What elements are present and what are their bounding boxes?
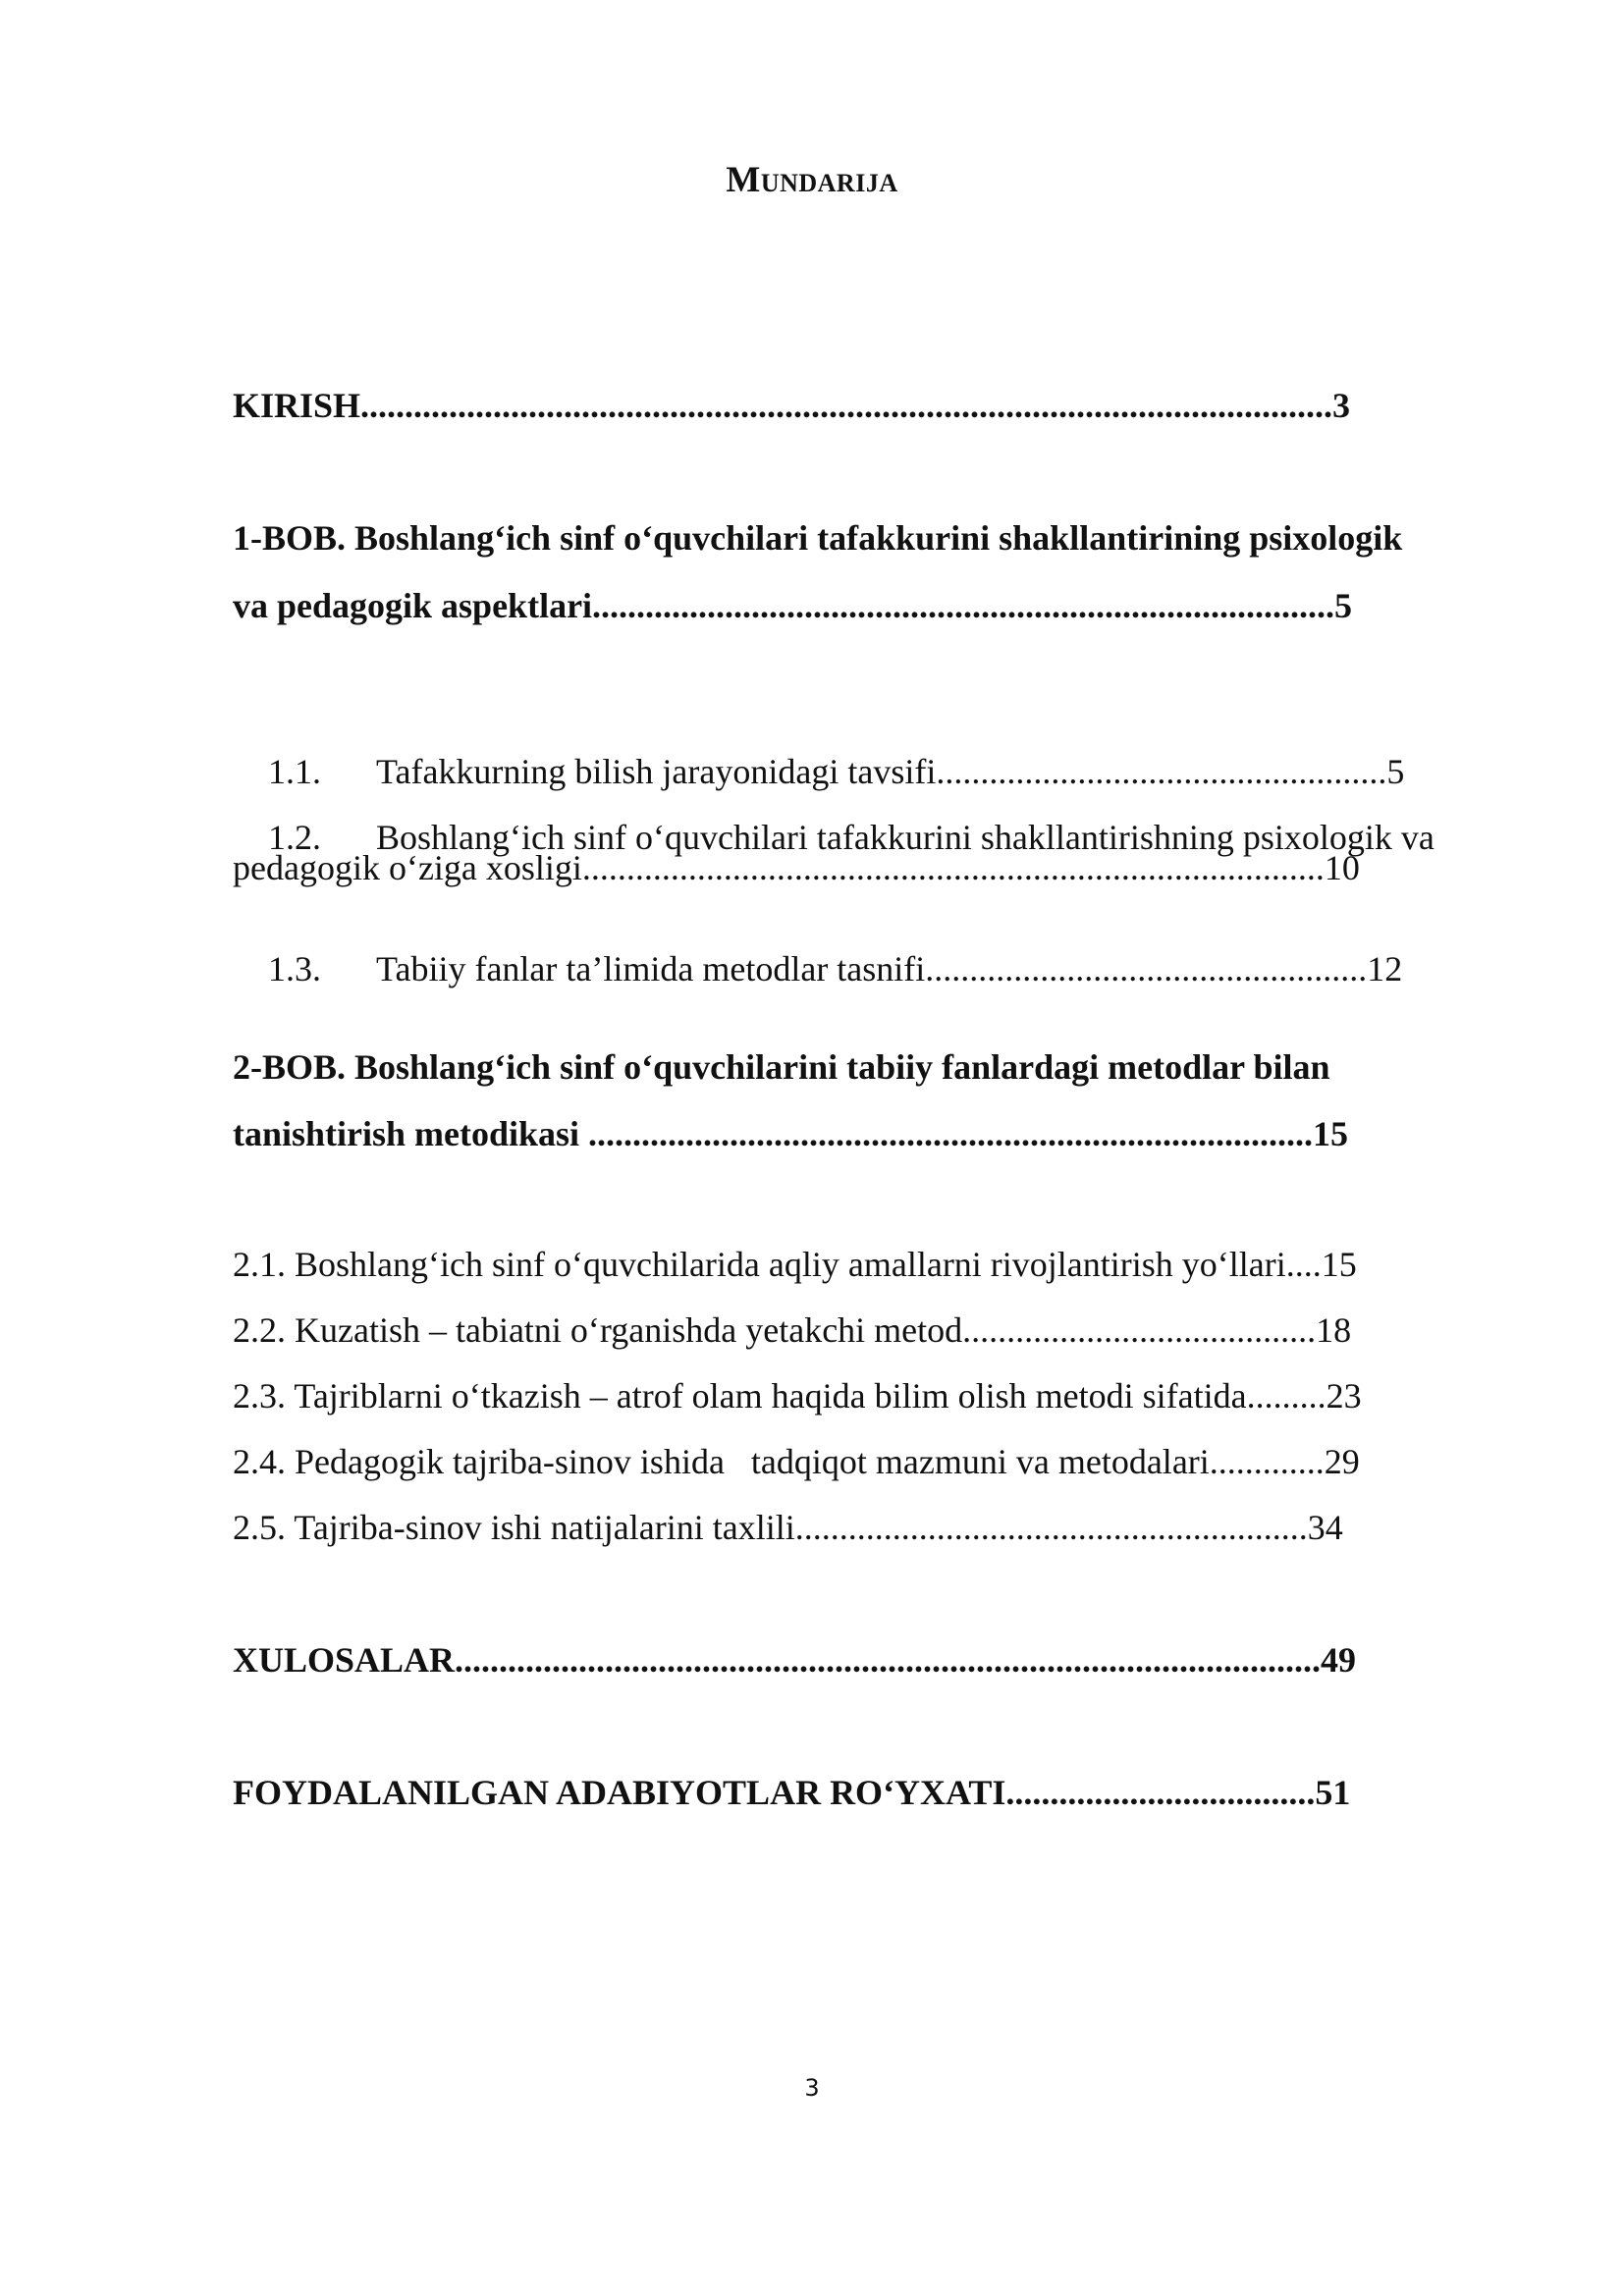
toc-entry-2-4: 2.4. Pedagogik tajriba-sinov ishida tadqiqot mazmuni va metodalari.............29 bbox=[233, 1442, 1360, 1481]
page-title: Mundarija bbox=[726, 160, 898, 200]
toc-entry-number: 1.3. bbox=[268, 949, 321, 988]
toc-entry-2-2: 2.2. Kuzatish – tabiatni o‘rganishda yetakchi metod........................................18 bbox=[233, 1310, 1352, 1350]
toc-entry-bob2-line1: 2-BOB. Boshlang‘ich sinf o‘quvchilarini tabiiy fanlardagi metodlar bilan bbox=[233, 1047, 1330, 1087]
toc-entry-2-3: 2.3. Tajriblarni o‘tkazish – atrof olam haqida bilim olish metodi sifatida.........23 bbox=[233, 1376, 1362, 1415]
toc-entry-xulosalar: XULOSALAR..................................................................................................49 bbox=[233, 1640, 1357, 1680]
toc-entry-text: Boshlang‘ich sinf o‘quvchilari tafakkurini shakllantirishning psixologik va bbox=[376, 818, 1435, 857]
toc-entry-adabiyotlar: FOYDALANILGAN ADABIYOTLAR RO‘YXATI...................................51 bbox=[233, 1773, 1351, 1812]
toc-entry-text: Tabiiy fanlar ta’limida metodlar tasnifi..................................................12 bbox=[376, 949, 1403, 988]
toc-entry-kirish: KIRISH..............................................................................................................3 bbox=[233, 386, 1351, 425]
toc-entry-2-1: 2.1. Boshlang‘ich sinf o‘quvchilarida aqliy amallarni rivojlantirish yo‘llari....15 bbox=[233, 1245, 1357, 1284]
toc-entry-1-2-line2: pedagogik o‘ziga xosligi....................................................................................10 bbox=[233, 848, 1360, 887]
toc-entry-number: 1.1. bbox=[268, 752, 321, 791]
page-number: 3 bbox=[804, 2074, 820, 2102]
toc-entry-number: 1.2. bbox=[268, 818, 321, 857]
toc-entry-text: Tafakkurning bilish jarayonidagi tavsifi...................................................5 bbox=[376, 752, 1405, 791]
toc-entry-bob1-line1: 1-BOB. Boshlang‘ich sinf o‘quvchilari tafakkurini shakllantirining psixologik bbox=[233, 518, 1403, 558]
toc-entry-bob2-line2: tanishtirish metodikasi ..................................................................................15 bbox=[233, 1114, 1349, 1153]
toc-entry-1-3 bbox=[233, 916, 1402, 1022]
toc-entry-bob1-line2: va pedagogik aspektlari....................................................................................5 bbox=[233, 586, 1353, 625]
toc-entry-2-5: 2.5. Tajriba-sinov ishi natijalarini taxlili..........................................................34 bbox=[233, 1508, 1343, 1547]
